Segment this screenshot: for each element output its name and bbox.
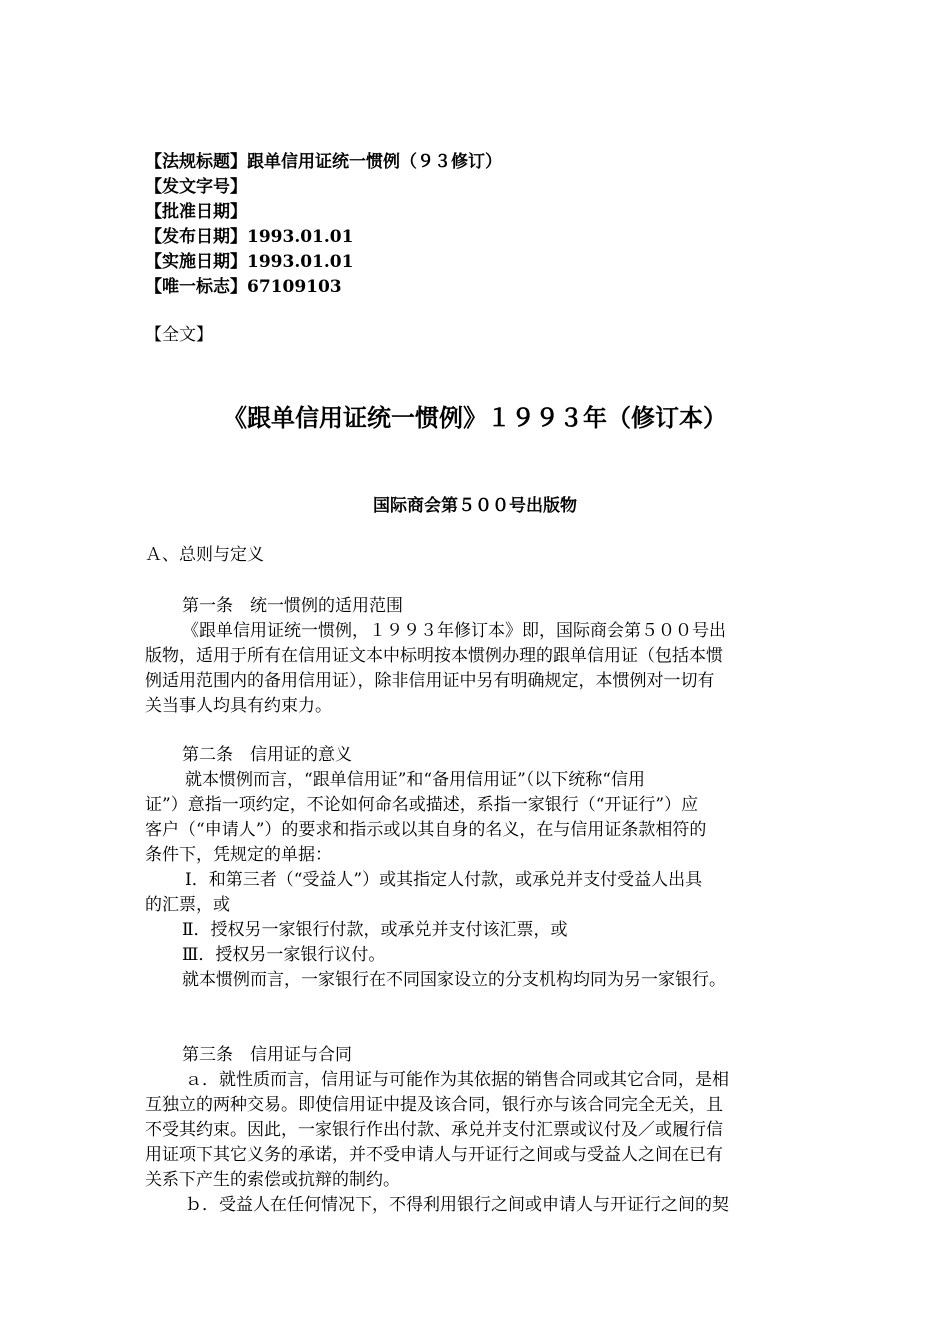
article-3-line: 用证项下其它义务的承诺，并不受申请人与开证行之间或与受益人之间在已有 — [145, 1145, 723, 1165]
article-3-line: ｂ．受益人在任何情况下，不得利用银行之间或申请人与开证行之间的契 — [185, 1195, 729, 1215]
article-2-line: 条件下，凭规定的单据： — [145, 845, 332, 865]
article-3-line: 不受其约束。因此，一家银行作出付款、承兑并支付汇票或议付及／或履行信 — [145, 1120, 723, 1140]
meta-approval-date-line: 【批准日期】 — [145, 202, 247, 222]
article-2-line: 客户（“申请人”）的要求和指示或以其自身的名义，在与信用证条款相符的 — [145, 820, 707, 840]
meta-effective-date-line: 【实施日期】1993.01.01 — [145, 252, 354, 272]
article-2-line: 就本惯例而言，一家银行在不同国家设立的分支机构均同为另一家银行。 — [182, 970, 726, 990]
article-2-line: Ⅲ．授权另一家银行议付。 — [182, 945, 386, 965]
article-3-line: 关系下产生的索偿或抗辩的制约。 — [145, 1170, 400, 1190]
meta-doc-number-line: 【发文字号】 — [145, 177, 247, 197]
article-2-line: Ⅰ．和第三者（“受益人”）或其指定人付款，或承兑并支付受益人出具 — [185, 870, 703, 890]
article-1-line: 《跟单信用证统一惯例，１９９３年修订本》即，国际商会第５００号出 — [182, 621, 726, 641]
meta-publish-date-line: 【发布日期】1993.01.01 — [145, 227, 354, 247]
article-3-heading: 第三条 信用证与合同 — [182, 1045, 352, 1065]
article-2-line: 的汇票，或 — [145, 895, 230, 915]
full-text-label: 【全文】 — [145, 325, 213, 345]
article-2-line: 就本惯例而言，“跟单信用证”和“备用信用证”（以下统称“信用 — [185, 770, 645, 790]
article-3-line: ａ．就性质而言，信用证与可能作为其依据的销售合同或其它合同，是相 — [185, 1070, 729, 1090]
article-2-heading: 第二条 信用证的意义 — [182, 745, 352, 765]
article-3-line: 互独立的两种交易。即使信用证中提及该合同，银行亦与该合同完全无关，且 — [145, 1095, 723, 1115]
article-1-line: 版物，适用于所有在信用证文本中标明按本惯例办理的跟单信用证（包括本惯 — [145, 646, 723, 666]
article-2-line: 证”）意指一项约定，不论如何命名或描述，系指一家银行（“开证行”）应 — [145, 795, 699, 815]
document-main-title: 《跟单信用证统一惯例》１９９３年（修订本） — [223, 403, 727, 432]
article-2-line: Ⅱ．授权另一家银行付款，或承兑并支付该汇票，或 — [182, 920, 568, 940]
meta-title-line: 【法规标题】跟单信用证统一惯例（９３修订） — [145, 152, 502, 172]
article-1-line: 例适用范围内的备用信用证），除非信用证中另有明确规定，本惯例对一切有 — [145, 671, 715, 691]
section-heading-a: Ａ、总则与定义 — [145, 545, 264, 565]
article-1-heading: 第一条 统一惯例的适用范围 — [182, 596, 403, 616]
article-1-line: 关当事人均具有约束力。 — [145, 696, 332, 716]
meta-unique-id-line: 【唯一标志】67109103 — [145, 277, 342, 297]
document-sub-title: 国际商会第５００号出版物 — [373, 496, 577, 516]
